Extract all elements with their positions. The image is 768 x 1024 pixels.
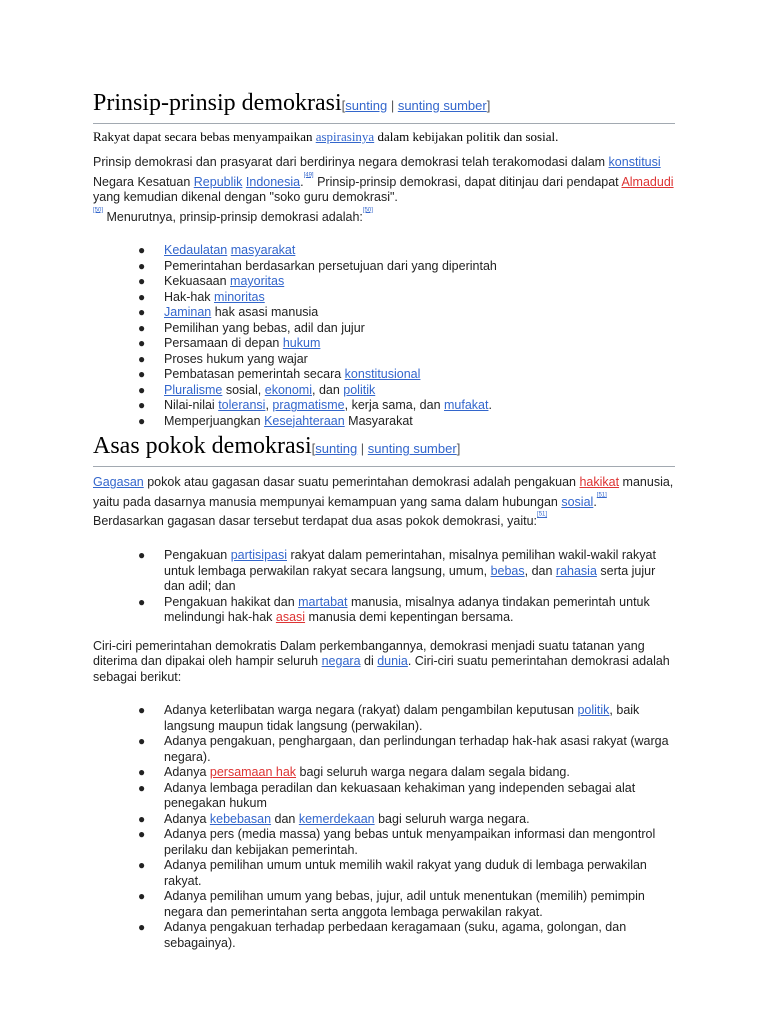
- link-kesejahteraan[interactable]: Kesejahteraan: [264, 413, 345, 428]
- link-mufakat[interactable]: mufakat: [444, 398, 489, 413]
- link-toleransi[interactable]: toleransi: [218, 398, 266, 413]
- list-item: ● Jaminan hak asasi manusia: [138, 305, 319, 320]
- list-item: ● Kekuasaan mayoritas: [138, 274, 285, 289]
- link-sosial[interactable]: sosial: [561, 494, 594, 509]
- list-item: ● Nilai-nilai toleransi, pragmatisme, kerja sama, dan mufakat.: [138, 398, 492, 413]
- list-item: ● Adanya keterlibatan warga negara (rakyat) dalam pengambilan keputusan politik, baik langsung maupun tidak langsung (perwakilan).: [138, 703, 640, 733]
- link-aspirasinya[interactable]: aspirasinya: [315, 129, 375, 144]
- link-kedaulatan[interactable]: Kedaulatan: [164, 243, 228, 258]
- edit-link[interactable]: sunting: [315, 441, 358, 457]
- ref-51b[interactable]: [51]: [537, 512, 548, 518]
- list-item: ● Adanya pengakuan, penghargaan, dan perlindungan terhadap hak-hak asasi rakyat (warga negara).: [138, 734, 669, 764]
- link-pluralisme[interactable]: Pluralisme: [164, 382, 223, 397]
- list-item: ● Kedaulatan masyarakat: [138, 243, 296, 258]
- paragraph-prinsip-intro: Prinsip demokrasi dan prasyarat dari berdirinya negara demokrasi telah terakomodasi dalam konstitusi Negara Kesatuan Republik Indonesia.[49] Prinsip-prinsip demokrasi, dapat ditinjau dari pendapat Almadudi yang kemudian dikenal dengan "soko guru demokrasi". [50] Menurutnya, prinsip-prinsip demokrasi adalah:[50]: [93, 155, 674, 224]
- link-kemerdekaan[interactable]: kemerdekaan: [298, 811, 375, 826]
- link-republik[interactable]: Republik: [193, 174, 243, 189]
- link-martabat[interactable]: martabat: [298, 594, 348, 609]
- edit-link[interactable]: sunting: [345, 98, 388, 113]
- list-item: ● Adanya kebebasan dan kemerdekaan bagi seluruh warga negara.: [138, 811, 530, 826]
- prinsip-list: [93, 243, 675, 429]
- ref-51[interactable]: [51]: [596, 492, 607, 499]
- list-item: ● Pengakuan partisipasi rakyat dalam pemerintahan, misalnya pemilihan wakil-wakil rakyat untuk lembaga perwakilan rakyat secara langsung, umum, bebas, dan rahasia serta jujur dan adil; dan: [138, 548, 656, 594]
- link-dunia[interactable]: dunia: [377, 654, 408, 669]
- list-item: ● Hak-hak minoritas: [138, 289, 265, 304]
- link-negara[interactable]: negara: [321, 654, 361, 669]
- list-item: ● Pengakuan hakikat dan martabat manusia, misalnya adanya tindakan pemerintah untuk melindungi hak-hak asasi manusia demi kepentingan bersama.: [138, 594, 650, 625]
- edit-section-links: [sunting | sunting sumber]: [311, 441, 461, 457]
- link-politik[interactable]: politik: [343, 382, 376, 397]
- list-item: ● Persamaan di depan hukum: [138, 336, 321, 351]
- list-item: ● Proses hukum yang wajar: [138, 351, 308, 366]
- link-minoritas[interactable]: minoritas: [214, 289, 265, 304]
- edit-source-link[interactable]: sunting sumber: [397, 98, 487, 113]
- section-heading-asas: Asas pokok demokrasi[sunting | sunting sumber]: [93, 431, 675, 467]
- lead-caption: Rakyat dapat secara bebas menyampaikan aspirasinya dalam kebijakan politik dan sosial.: [93, 129, 559, 144]
- list-item: ● Adanya pemilihan umum yang bebas, jujur, adil untuk menentukan (memilih) pemimpin negara dan pemerintahan serta anggota lembaga perwakilan rakyat.: [138, 889, 645, 919]
- paragraph-ciri: Ciri-ciri pemerintahan demokratis Dalam perkembangannya, demokrasi menjadi suatu tatanan yang diterima dan dipakai oleh hampir seluruh negara di dunia. Ciri-ciri suatu pemerintahan demokrasi adalah sebagai berikut:: [93, 638, 670, 684]
- link-hukum[interactable]: hukum: [282, 336, 321, 351]
- ciri-list: [93, 703, 675, 951]
- ref-50[interactable]: [50]: [93, 207, 104, 214]
- list-item: ● Adanya pemilihan umum untuk memilih wakil rakyat yang duduk di lembaga perwakilan rakyat.: [138, 858, 647, 888]
- list-item: ● Pembatasan pemerintah secara konstitusional: [138, 367, 421, 382]
- link-almadudi[interactable]: Almadudi: [621, 174, 674, 189]
- link-politik-2[interactable]: politik: [577, 703, 610, 718]
- link-jaminan[interactable]: Jaminan: [164, 305, 212, 320]
- link-partisipasi[interactable]: partisipasi: [230, 548, 288, 563]
- article-content: [93, 88, 675, 951]
- list-item: ● Pemerintahan berdasarkan persetujuan dari yang diperintah: [138, 258, 497, 273]
- link-ekonomi[interactable]: ekonomi: [264, 382, 312, 397]
- link-konstitusi[interactable]: konstitusi: [608, 155, 661, 169]
- link-pragmatisme[interactable]: pragmatisme: [272, 398, 345, 413]
- ref-50b[interactable]: [50]: [362, 207, 373, 214]
- link-indonesia[interactable]: Indonesia: [245, 174, 301, 189]
- edit-section-links: [sunting | sunting sumber]: [341, 98, 491, 113]
- list-item: ● Adanya pengakuan terhadap perbedaan keragamaan (suku, agama, golongan, dan sebagainya).: [138, 920, 627, 950]
- section-heading-prinsip: Prinsip-prinsip demokrasi[sunting | sunting sumber]: [93, 88, 675, 124]
- link-konstitusional[interactable]: konstitusional: [344, 367, 421, 382]
- edit-source-link[interactable]: sunting sumber: [367, 441, 457, 457]
- link-kebebasan[interactable]: kebebasan: [209, 811, 272, 826]
- link-hakikat[interactable]: hakikat: [579, 475, 620, 490]
- link-rahasia[interactable]: rahasia: [555, 563, 597, 578]
- list-item: ● Pemilihan yang bebas, adil dan jujur: [138, 320, 365, 335]
- ref-49[interactable]: [49]: [303, 172, 314, 179]
- link-gagasan[interactable]: Gagasan: [93, 475, 144, 490]
- list-item: ● Pluralisme sosial, ekonomi, dan politik: [138, 382, 376, 397]
- link-asasi[interactable]: asasi: [275, 610, 306, 625]
- list-item: ● Memperjuangkan Kesejahteraan Masyarakat: [138, 413, 413, 428]
- link-persamaan-hak[interactable]: persamaan hak: [209, 765, 297, 780]
- link-masyarakat[interactable]: masyarakat: [230, 243, 296, 258]
- link-mayoritas[interactable]: mayoritas: [230, 274, 285, 289]
- list-item: ● Adanya lembaga peradilan dan kekuasaan kehakiman yang independen sebagai alat penegakan hukum: [138, 780, 636, 811]
- list-item: ● Adanya persamaan hak bagi seluruh warga negara dalam segala bidang.: [138, 765, 570, 780]
- asas-list: [93, 548, 675, 626]
- list-item: ● Adanya pers (media massa) yang bebas untuk menyampaikan informasi dan mengontrol perilaku dan kebijakan pemerintah.: [138, 827, 656, 857]
- paragraph-asas-intro: Gagasan pokok atau gagasan dasar suatu pemerintahan demokrasi adalah pengakuan hakikat manusia, yaitu pada dasarnya manusia mempunyai kemampuan yang sama dalam hubungan sosial.[51] Berdasarkan gagasan dasar tersebut terdapat dua asas pokok demokrasi, yaitu:[51]: [93, 475, 674, 529]
- link-bebas[interactable]: bebas: [490, 563, 525, 578]
